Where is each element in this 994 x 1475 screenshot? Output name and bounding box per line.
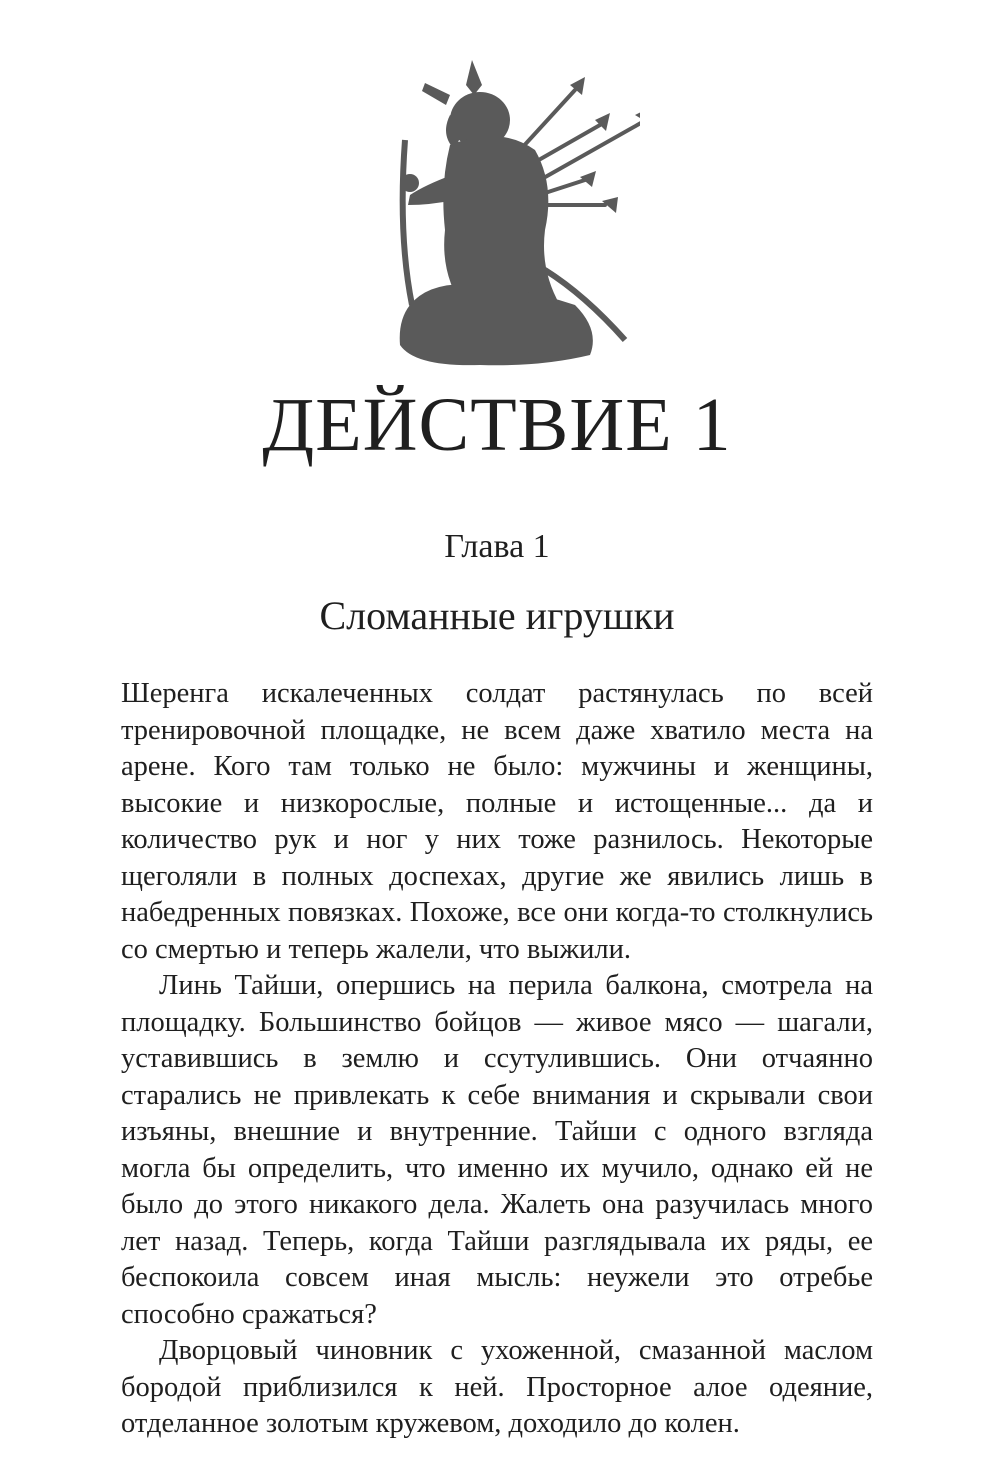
paragraph-2: Линь Тайши, опершись на перила балкона, смотрела на площадку. Большинство бойцов — живое мясо — шагали, уставившись в землю и ссутулившись. Они отчаянно старались не привлекать к себе внимания и скрывали свои изъяны, внешние и внутренние. Тайши с одного взгляда могла бы определить, что именно их мучило, однако ей не было до этого никакого дела. Жалеть она разучилась много лет назад. Теперь, когда Тайши разглядывала их ряды, ее беспокоила совсем иная мысль: неужели это отребье способно сражаться? <box>121 970 873 1330</box>
chapter-title: Сломанные игрушки <box>319 593 675 638</box>
samurai-silhouette-icon <box>370 55 640 375</box>
body-text <box>121 676 873 1443</box>
chapter-number: Глава 1 <box>444 528 550 565</box>
paragraph-1: Шеренга искалеченных солдат растянулась по всей тренировочной площадке, не всем даже хватило места на арене. Кого там только не было: мужчины и женщины, высокие и низкорослые, полные и истощенные... да и количество рук и ног у них тоже разнилось. Некоторые щеголяли в полных доспехах, другие же явились лишь в набедренных повязках. Похоже, все они когда-то столкнулись со смертью и теперь жалели, что выжили. <box>121 678 873 965</box>
paragraph-3: Дворцовый чиновник с ухоженной, смазанной маслом бородой приблизился к ней. Просторное алое одеяние, отделанное золотым кружевом, доходило до колен. <box>121 1335 873 1439</box>
act-title: ДЕЙСТВИЕ 1 <box>262 383 732 467</box>
